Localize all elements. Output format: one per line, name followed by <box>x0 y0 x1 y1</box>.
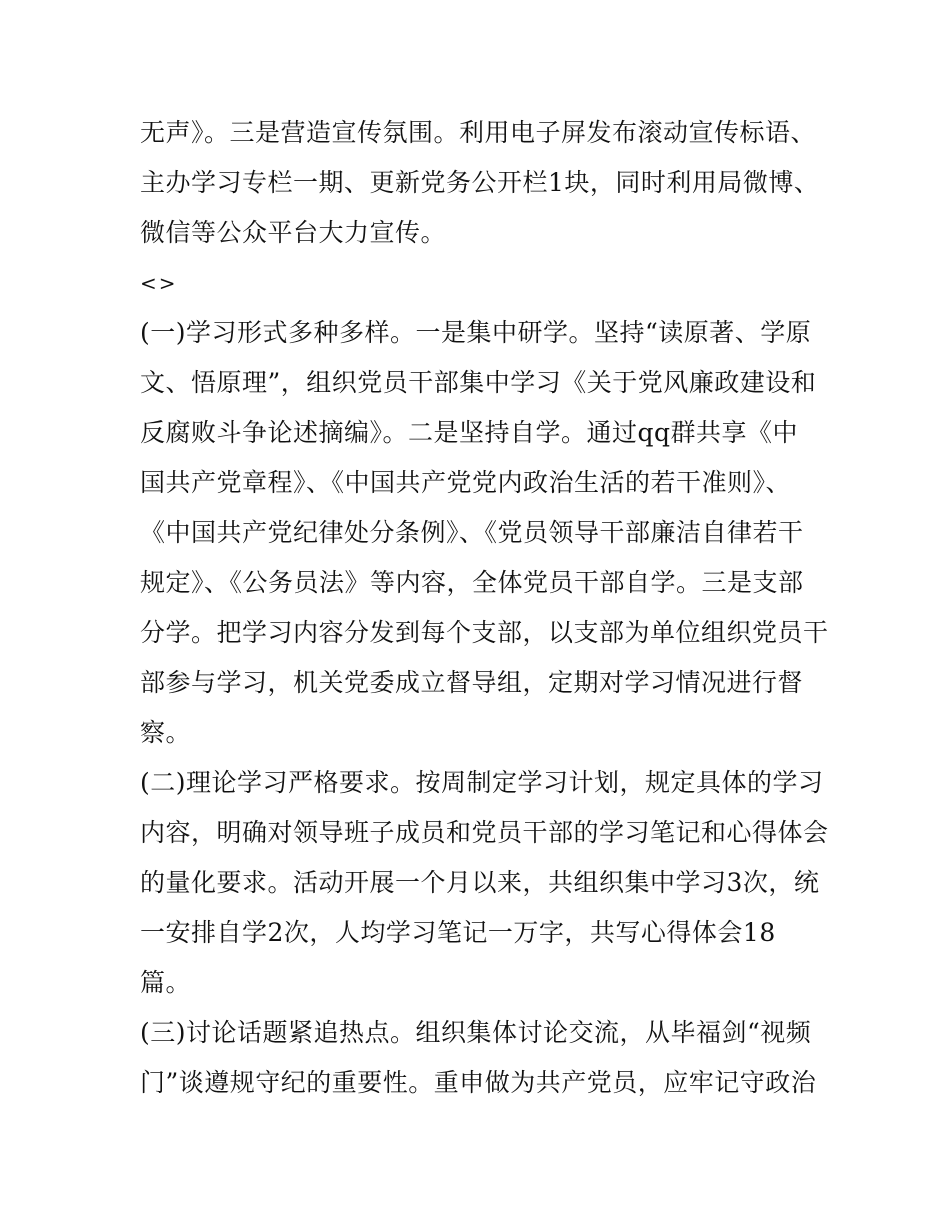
text-line: 反腐败斗争论述摘编》。二是坚持自学。通过qq群共享《中 <box>140 418 799 447</box>
document-body <box>140 108 829 1108</box>
text-line: 一安排自学2次，人均学习笔记一万字，共写心得体会18 <box>140 918 776 947</box>
text-line: 门”谈遵规守纪的重要性。重申做为共产党员，应牢记守政治 <box>140 1068 817 1097</box>
text-line: 主办学习专栏一期、更新党务公开栏1块，同时利用局微博、 <box>140 168 820 197</box>
text-line: 部参与学习，机关党委成立督导组，定期对学习情况进行督 <box>140 668 804 697</box>
section-marker: <> <box>140 271 178 295</box>
text-line: (一)学习形式多种多样。一是集中研学。坚持“读原著、学原 <box>140 318 812 347</box>
text-line: (二)理论学习严格要求。按周制定学习计划，规定具体的学习 <box>140 768 824 797</box>
text-line: 篇。 <box>140 968 192 997</box>
text-line: 国共产党章程》、《中国共产党党内政治生活的若干准则》、 <box>140 468 792 497</box>
text-line: 分学。把学习内容分发到每个支部，以支部为单位组织党员干 <box>140 618 829 647</box>
text-line: 规定》、《公务员法》等内容，全体党员干部自学。三是支部 <box>140 568 804 597</box>
text-line: (三)讨论话题紧追热点。组织集体讨论交流，从毕福剑“视频 <box>140 1018 812 1047</box>
text-line: 微信等公众平台大力宣传。 <box>140 218 447 247</box>
text-line: 察。 <box>140 718 192 747</box>
text-line: 《中国共产党纪律处分条例》、《党员领导干部廉洁自律若干 <box>140 518 804 547</box>
text-line: 内容，明确对领导班子成员和党员干部的学习笔记和心得体会 <box>140 818 829 847</box>
text-line: 的量化要求。活动开展一个月以来，共组织集中学习3次，统 <box>140 868 820 897</box>
text-line: 无声》。三是营造宣传氛围。利用电子屏发布滚动宣传标语、 <box>140 118 817 147</box>
text-line: 文、悟原理”，组织党员干部集中学习《关于党风廉政建设和 <box>140 368 817 397</box>
